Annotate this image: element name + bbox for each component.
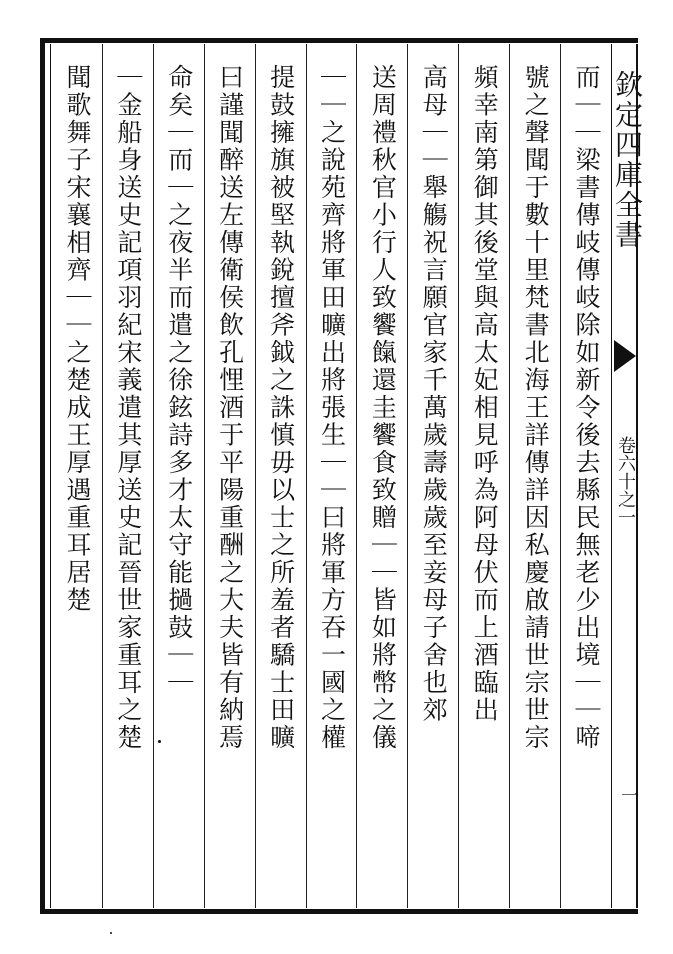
text-column: 聞歌舞子宋襄相齊｜｜之楚成王厚遇重耳居楚 [62, 64, 92, 614]
book-title: 欽定四庫全書 [611, 70, 644, 250]
text-column: ｜｜之說苑齊將軍田曠出將張生｜｜曰將軍方吞一國之權 [306, 44, 357, 908]
fish-tail-mark-icon [614, 340, 636, 372]
ink-speck [110, 932, 112, 934]
text-column: ｜金船身送史記項羽紀宋義遣其厚送史記晉世家重耳之楚 [102, 44, 153, 908]
text-column: 高母｜｜舉觴祝言願官家千萬歲壽歲歲至妾母子舍也郊 [407, 44, 458, 908]
text-column: 提鼓擁旗被堅執銳擅斧鉞之誅慎毋以士之所羞者驕士田曠 [255, 44, 306, 908]
text-column: 頻幸南第御其後堂與高太妃相見呼為阿母伏而上酒臨出 [458, 44, 509, 908]
text-column: 而｜｜梁書傳岐傳岐除如新令後去縣民無老少出境｜｜啼 [560, 44, 611, 908]
text-column: 曰謹聞醉送左傳衛侯飲孔悝酒于平陽重酬之大夫皆有納焉 [204, 44, 255, 908]
heading-column [611, 44, 644, 908]
folio-number: 一 [618, 786, 639, 804]
ink-speck [158, 740, 161, 743]
text-body [50, 44, 612, 908]
text-column: 送周禮秋官小行人致饗餼還圭饗食致贈｜｜皆如將幣之儀 [356, 44, 407, 908]
text-column: 命矣｜而｜之夜半而遣之徐鉉詩多才太守能撾鼓｜｜ [153, 44, 204, 908]
volume-label: 卷六十之一 [615, 436, 636, 526]
text-column: 號之聲聞于數十里梵書北海王詳傳詳因私慶啟請世宗世宗 [509, 44, 560, 908]
